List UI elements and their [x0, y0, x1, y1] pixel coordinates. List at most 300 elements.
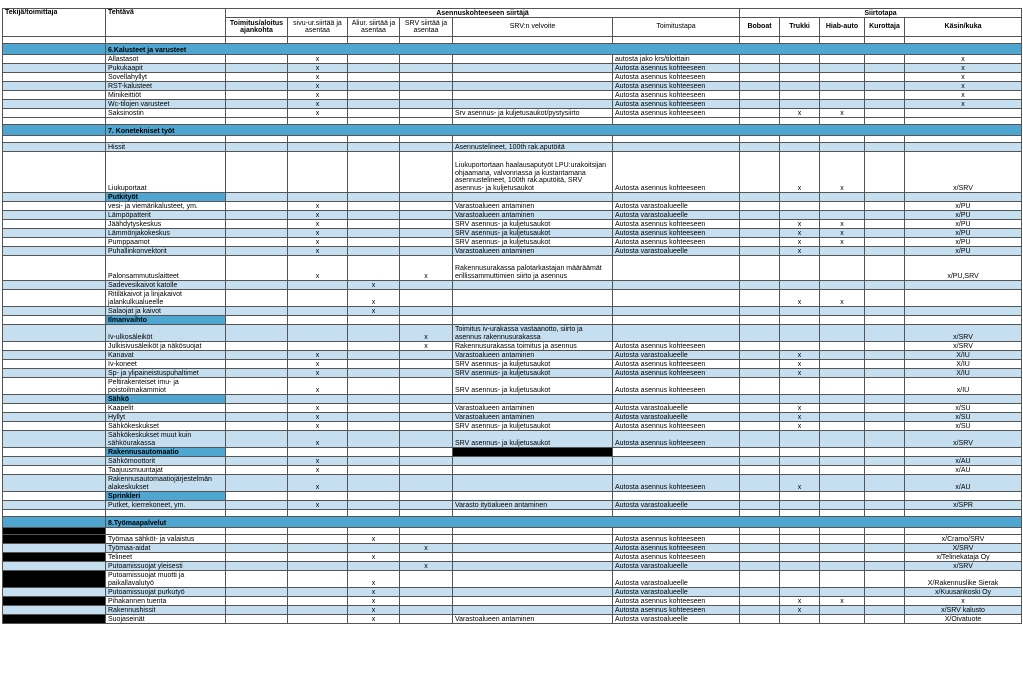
- cell-kurottaja: [865, 413, 905, 422]
- cell-sivu: [288, 597, 348, 606]
- cell-tekija: [3, 307, 106, 316]
- cell-kasin: x/AU: [905, 457, 1022, 466]
- cell-hiab: [820, 351, 865, 360]
- cell-aliur: x: [348, 597, 400, 606]
- cell-aliur: x: [348, 535, 400, 544]
- cell-toimitustapa: Autosta asennus kohteeseen: [613, 606, 740, 615]
- cell-toimitus: [226, 413, 288, 422]
- cell-hiab: [820, 307, 865, 316]
- cell-aliur: [348, 316, 400, 325]
- cell-kasin: x/AU: [905, 475, 1022, 492]
- cell-hiab: [820, 588, 865, 597]
- cell-srvsiirtaa: [400, 281, 453, 290]
- cell-toimitus: [226, 606, 288, 615]
- cell-kurottaja: [865, 247, 905, 256]
- cell-toimitustapa: Autosta asennus kohteeseen: [613, 91, 740, 100]
- cell-velvoite: [453, 475, 613, 492]
- cell-toimitustapa: [613, 193, 740, 202]
- table-row: [3, 82, 1022, 91]
- cell-tekija: [3, 91, 106, 100]
- cell-srvsiirtaa: [400, 91, 453, 100]
- table-row: [3, 378, 1022, 395]
- cell-trukki: [780, 256, 820, 281]
- subsection-row: [3, 193, 1022, 202]
- cell-velvoite: Varastoalueen antaminen: [453, 202, 613, 211]
- cell-kurottaja: [865, 193, 905, 202]
- cell-hiab: [820, 457, 865, 466]
- cell-toimitustapa: Autosta asennus kohteeseen: [613, 220, 740, 229]
- cell-tehtava: Sp- ja ylipaineistuspuhaltimet: [106, 369, 226, 378]
- cell-boboat: [740, 404, 780, 413]
- cell-kasin: x/PU: [905, 211, 1022, 220]
- cell-sivu: [288, 316, 348, 325]
- cell-boboat: [740, 544, 780, 553]
- cell-toimitustapa: Autosta asennus kohteeseen: [613, 360, 740, 369]
- cell-toimitustapa: [613, 466, 740, 475]
- cell-tekija: [3, 256, 106, 281]
- cell-srvsiirtaa: [400, 606, 453, 615]
- cell-kurottaja: [865, 211, 905, 220]
- table-row: [3, 466, 1022, 475]
- transfer-table: [2, 8, 1022, 624]
- cell-boboat: [740, 73, 780, 82]
- table-row: [3, 220, 1022, 229]
- cell-kasin: x: [905, 82, 1022, 91]
- cell-kurottaja: [865, 378, 905, 395]
- cell-boboat: [740, 492, 780, 501]
- cell-kurottaja: [865, 492, 905, 501]
- cell-velvoite: Liukuportortaan haalausaputyöt LPU:urakoitsijan ohjaamana, valvonnassa ja kustantamana asennustelineet, 100th rak.aputöitä, SRV asennus- ja kuljetusaukot: [453, 152, 613, 193]
- cell-kurottaja: [865, 457, 905, 466]
- cell-toimitustapa: Autosta asennus kohteeseen: [613, 152, 740, 193]
- table-row: [3, 238, 1022, 247]
- table-row: [3, 588, 1022, 597]
- spacer-cell: [106, 37, 226, 44]
- table-row: [3, 73, 1022, 82]
- spacer-cell: [348, 37, 400, 44]
- cell-aliur: x: [348, 553, 400, 562]
- cell-toimitus: [226, 256, 288, 281]
- spacer-cell: [3, 37, 106, 44]
- cell-trukki: [780, 193, 820, 202]
- cell-toimitustapa: Autosta asennus kohteeseen: [613, 64, 740, 73]
- cell-toimitus: [226, 143, 288, 152]
- cell-tekija: [3, 369, 106, 378]
- cell-toimitustapa: Autosta asennus kohteeseen: [613, 422, 740, 431]
- cell-trukki: [780, 143, 820, 152]
- cell-toimitustapa: [613, 290, 740, 307]
- cell-kurottaja: [865, 202, 905, 211]
- cell-trukki: x: [780, 238, 820, 247]
- cell-kurottaja: [865, 448, 905, 457]
- cell-sivu: x: [288, 220, 348, 229]
- cell-boboat: [740, 369, 780, 378]
- cell-tekija: [3, 553, 106, 562]
- spacer-cell: [226, 510, 288, 517]
- subsection-title: Sprinkleri: [106, 492, 226, 501]
- cell-kasin: x/PU: [905, 238, 1022, 247]
- cell-boboat: [740, 220, 780, 229]
- cell-tehtava: Taajuusmuuntajat: [106, 466, 226, 475]
- spacer-cell: [905, 118, 1022, 125]
- cell-sivu: x: [288, 64, 348, 73]
- cell-aliur: [348, 413, 400, 422]
- cell-tehtava: Peltirakenteiset imu- ja poistoilmakammiot: [106, 378, 226, 395]
- cell-aliur: [348, 193, 400, 202]
- cell-toimitustapa: Autosta asennus kohteeseen: [613, 82, 740, 91]
- cell-tekija: [3, 378, 106, 395]
- cell-kurottaja: [865, 404, 905, 413]
- cell-boboat: [740, 562, 780, 571]
- cell-tekija: [3, 281, 106, 290]
- cell-tekija: [3, 100, 106, 109]
- cell-srvsiirtaa: x: [400, 342, 453, 351]
- cell-kurottaja: [865, 562, 905, 571]
- cell-toimitus: [226, 82, 288, 91]
- cell-tekija: [3, 220, 106, 229]
- cell-trukki: [780, 342, 820, 351]
- cell-tekija: [3, 342, 106, 351]
- cell-boboat: [740, 82, 780, 91]
- cell-kurottaja: [865, 342, 905, 351]
- cell-hiab: [820, 562, 865, 571]
- cell-hiab: [820, 544, 865, 553]
- cell-trukki: [780, 64, 820, 73]
- cell-boboat: [740, 475, 780, 492]
- cell-hiab: [820, 448, 865, 457]
- cell-trukki: [780, 501, 820, 510]
- cell-toimitus: [226, 404, 288, 413]
- cell-velvoite: Varastoalueen antaminen: [453, 615, 613, 624]
- cell-aliur: [348, 64, 400, 73]
- cell-toimitus: [226, 615, 288, 624]
- cell-kasin: x/SU: [905, 413, 1022, 422]
- cell-kurottaja: [865, 143, 905, 152]
- cell-aliur: x: [348, 606, 400, 615]
- cell-toimitus: [226, 378, 288, 395]
- cell-tekija: [3, 535, 106, 544]
- cell-aliur: [348, 91, 400, 100]
- cell-srvsiirtaa: [400, 220, 453, 229]
- cell-srvsiirtaa: [400, 290, 453, 307]
- cell-velvoite: [453, 307, 613, 316]
- cell-tekija: [3, 193, 106, 202]
- cell-kasin: x/PU: [905, 202, 1022, 211]
- cell-aliur: [348, 55, 400, 64]
- cell-tekija: [3, 44, 106, 55]
- cell-kurottaja: [865, 588, 905, 597]
- cell-tekija: [3, 492, 106, 501]
- cell-tehtava: Iv-koneet: [106, 360, 226, 369]
- cell-sivu: x: [288, 466, 348, 475]
- cell-tehtava: Palonsammutuslaitteet: [106, 256, 226, 281]
- cell-aliur: [348, 492, 400, 501]
- cell-aliur: [348, 238, 400, 247]
- cell-toimitus: [226, 431, 288, 448]
- cell-hiab: [820, 247, 865, 256]
- cell-aliur: [348, 431, 400, 448]
- cell-kasin: x: [905, 91, 1022, 100]
- cell-trukki: [780, 457, 820, 466]
- spacer-cell: [226, 118, 288, 125]
- cell-sivu: x: [288, 82, 348, 91]
- cell-tehtava: Sähkökeskukset muut kuin sähköurakassa: [106, 431, 226, 448]
- cell-tekija: [3, 475, 106, 492]
- spacer-cell: [3, 118, 106, 125]
- table-row: [3, 290, 1022, 307]
- cell-kasin: X/SRV: [905, 544, 1022, 553]
- cell-toimitustapa: Autosta varastoalueelle: [613, 351, 740, 360]
- cell-sivu: x: [288, 109, 348, 118]
- spacer-cell: [613, 510, 740, 517]
- cell-tehtava: Allastasot: [106, 55, 226, 64]
- cell-kasin: x/Kuusankoski Oy: [905, 588, 1022, 597]
- cell-toimitus: [226, 316, 288, 325]
- cell-hiab: x: [820, 152, 865, 193]
- cell-sivu: [288, 143, 348, 152]
- cell-velvoite: Rakennusurakassa toimitus ja asennus: [453, 342, 613, 351]
- cell-velvoite: SRV asennus- ja kuljetusaukot: [453, 220, 613, 229]
- cell-velvoite: Varastoalueen antaminen: [453, 413, 613, 422]
- subsection-row: [3, 492, 1022, 501]
- cell-tekija: [3, 143, 106, 152]
- cell-velvoite: [453, 492, 613, 501]
- cell-kasin: x/PU: [905, 247, 1022, 256]
- cell-aliur: [348, 457, 400, 466]
- cell-kasin: x/SU: [905, 422, 1022, 431]
- cell-velvoite: [453, 457, 613, 466]
- cell-kurottaja: [865, 475, 905, 492]
- cell-sivu: [288, 571, 348, 588]
- cell-toimitustapa: Autosta asennus kohteeseen: [613, 109, 740, 118]
- cell-aliur: [348, 544, 400, 553]
- cell-trukki: x: [780, 606, 820, 615]
- cell-kasin: x/SRV: [905, 431, 1022, 448]
- cell-boboat: [740, 342, 780, 351]
- spacer-row: [3, 510, 1022, 517]
- cell-toimitustapa: [613, 395, 740, 404]
- cell-trukki: [780, 55, 820, 64]
- table-row: [3, 211, 1022, 220]
- cell-hiab: [820, 256, 865, 281]
- cell-trukki: [780, 395, 820, 404]
- cell-sivu: [288, 448, 348, 457]
- cell-tekija: [3, 351, 106, 360]
- header-kasin: Käsin/kuka: [905, 18, 1022, 37]
- spacer-cell: [780, 37, 820, 44]
- cell-boboat: [740, 351, 780, 360]
- cell-toimitustapa: Autosta asennus kohteeseen: [613, 535, 740, 544]
- cell-sivu: x: [288, 431, 348, 448]
- cell-sivu: x: [288, 501, 348, 510]
- cell-kasin: X/Rakennuslike Sierak: [905, 571, 1022, 588]
- spacer-cell: [288, 118, 348, 125]
- cell-kurottaja: [865, 220, 905, 229]
- cell-srvsiirtaa: [400, 615, 453, 624]
- cell-toimitus: [226, 73, 288, 82]
- cell-srvsiirtaa: [400, 413, 453, 422]
- cell-kasin: [905, 281, 1022, 290]
- cell-srvsiirtaa: [400, 229, 453, 238]
- spacer-cell: [348, 136, 400, 143]
- cell-srvsiirtaa: [400, 247, 453, 256]
- cell-sivu: x: [288, 91, 348, 100]
- cell-toimitustapa: [613, 256, 740, 281]
- cell-kurottaja: [865, 325, 905, 342]
- cell-hiab: [820, 211, 865, 220]
- cell-sivu: [288, 588, 348, 597]
- cell-velvoite: Rakennusurakassa palotarkastajan määräämät erillissammuttimien siirto ja asennus: [453, 256, 613, 281]
- spacer-cell: [905, 136, 1022, 143]
- cell-boboat: [740, 325, 780, 342]
- section-header: [3, 125, 1022, 136]
- cell-tekija: [3, 544, 106, 553]
- cell-trukki: [780, 91, 820, 100]
- spacer-cell: [453, 510, 613, 517]
- cell-srvsiirtaa: [400, 492, 453, 501]
- cell-velvoite: [453, 588, 613, 597]
- spacer-cell: [613, 37, 740, 44]
- cell-toimitustapa: Autosta asennus kohteeseen: [613, 229, 740, 238]
- table-row: [3, 281, 1022, 290]
- cell-toimitus: [226, 64, 288, 73]
- spacer-cell: [740, 118, 780, 125]
- spacer-cell: [820, 510, 865, 517]
- cell-kasin: X/IU: [905, 360, 1022, 369]
- table-row: [3, 404, 1022, 413]
- cell-kurottaja: [865, 606, 905, 615]
- subsection-title: Ilmanvaihto: [106, 316, 226, 325]
- cell-kurottaja: [865, 55, 905, 64]
- cell-kasin: x/SRV: [905, 562, 1022, 571]
- spacer-row: [3, 37, 1022, 44]
- cell-sivu: [288, 342, 348, 351]
- spacer-cell: [348, 528, 400, 535]
- cell-tekija: [3, 457, 106, 466]
- cell-tehtava: Lämpöpatterit: [106, 211, 226, 220]
- table-row: [3, 597, 1022, 606]
- cell-kurottaja: [865, 238, 905, 247]
- cell-trukki: [780, 202, 820, 211]
- cell-tekija: [3, 615, 106, 624]
- cell-hiab: [820, 606, 865, 615]
- cell-toimitus: [226, 342, 288, 351]
- cell-toimitustapa: [613, 457, 740, 466]
- cell-aliur: [348, 360, 400, 369]
- cell-kasin: [905, 316, 1022, 325]
- cell-boboat: [740, 448, 780, 457]
- cell-velvoite: [453, 193, 613, 202]
- cell-tehtava: Wc-tilojen varusteet: [106, 100, 226, 109]
- cell-trukki: [780, 588, 820, 597]
- cell-toimitustapa: Autosta varastoalueelle: [613, 588, 740, 597]
- subsection-title: Rakennusautomaatio: [106, 448, 226, 457]
- cell-boboat: [740, 457, 780, 466]
- cell-boboat: [740, 307, 780, 316]
- cell-toimitus: [226, 229, 288, 238]
- cell-hiab: [820, 615, 865, 624]
- table-row: [3, 369, 1022, 378]
- cell-kasin: [905, 448, 1022, 457]
- table-row: [3, 562, 1022, 571]
- cell-trukki: [780, 544, 820, 553]
- cell-aliur: [348, 404, 400, 413]
- cell-sivu: [288, 307, 348, 316]
- cell-toimitus: [226, 351, 288, 360]
- cell-velvoite: Varastoalueen antaminen: [453, 404, 613, 413]
- cell-kurottaja: [865, 100, 905, 109]
- cell-boboat: [740, 152, 780, 193]
- cell-hiab: x: [820, 597, 865, 606]
- spacer-cell: [453, 528, 613, 535]
- spacer-cell: [613, 136, 740, 143]
- cell-boboat: [740, 615, 780, 624]
- cell-trukki: x: [780, 109, 820, 118]
- cell-aliur: [348, 256, 400, 281]
- cell-boboat: [740, 256, 780, 281]
- cell-trukki: [780, 448, 820, 457]
- cell-tehtava: Suojaseinät: [106, 615, 226, 624]
- cell-sivu: [288, 395, 348, 404]
- table-row: [3, 544, 1022, 553]
- cell-tehtava: Työmaa-aidat: [106, 544, 226, 553]
- cell-toimitus: [226, 553, 288, 562]
- spacer-cell: [106, 136, 226, 143]
- cell-srvsiirtaa: [400, 193, 453, 202]
- cell-aliur: [348, 378, 400, 395]
- cell-aliur: [348, 466, 400, 475]
- cell-kasin: x/AU: [905, 466, 1022, 475]
- cell-velvoite: Asennustelineet, 100th rak.aputöitä: [453, 143, 613, 152]
- cell-kasin: x: [905, 73, 1022, 82]
- spacer-cell: [453, 136, 613, 143]
- spacer-cell: [780, 136, 820, 143]
- cell-toimitustapa: Autosta varastoalueelle: [613, 211, 740, 220]
- cell-boboat: [740, 553, 780, 562]
- cell-boboat: [740, 395, 780, 404]
- table-row: [3, 55, 1022, 64]
- cell-kurottaja: [865, 466, 905, 475]
- cell-velvoite: SRV asennus- ja kuljetusaukot: [453, 431, 613, 448]
- cell-velvoite: SRV asennus- ja kuljetusaukot: [453, 422, 613, 431]
- cell-tehtava: Sähkökeskukset: [106, 422, 226, 431]
- cell-tehtava: vesi- ja viemärikalusteet, ym.: [106, 202, 226, 211]
- cell-srvsiirtaa: [400, 457, 453, 466]
- cell-boboat: [740, 229, 780, 238]
- cell-boboat: [740, 91, 780, 100]
- cell-hiab: [820, 535, 865, 544]
- cell-hiab: [820, 466, 865, 475]
- cell-srvsiirtaa: x: [400, 562, 453, 571]
- cell-hiab: x: [820, 290, 865, 307]
- table-row: [3, 143, 1022, 152]
- spacer-cell: [288, 528, 348, 535]
- table-row: [3, 501, 1022, 510]
- spacer-cell: [740, 510, 780, 517]
- spacer-cell: [865, 37, 905, 44]
- cell-tehtava: Kaapelit: [106, 404, 226, 413]
- cell-boboat: [740, 55, 780, 64]
- cell-tekija: [3, 422, 106, 431]
- cell-velvoite: Toimitus iv-urakassa vastaanotto, siirto ja asennus rakennusurakassa: [453, 325, 613, 342]
- cell-toimitustapa: [613, 143, 740, 152]
- cell-boboat: [740, 143, 780, 152]
- cell-velvoite: [453, 597, 613, 606]
- cell-kasin: x/PU,SRV: [905, 256, 1022, 281]
- cell-sivu: x: [288, 73, 348, 82]
- cell-toimitustapa: Autosta asennus kohteeseen: [613, 342, 740, 351]
- cell-kurottaja: [865, 431, 905, 448]
